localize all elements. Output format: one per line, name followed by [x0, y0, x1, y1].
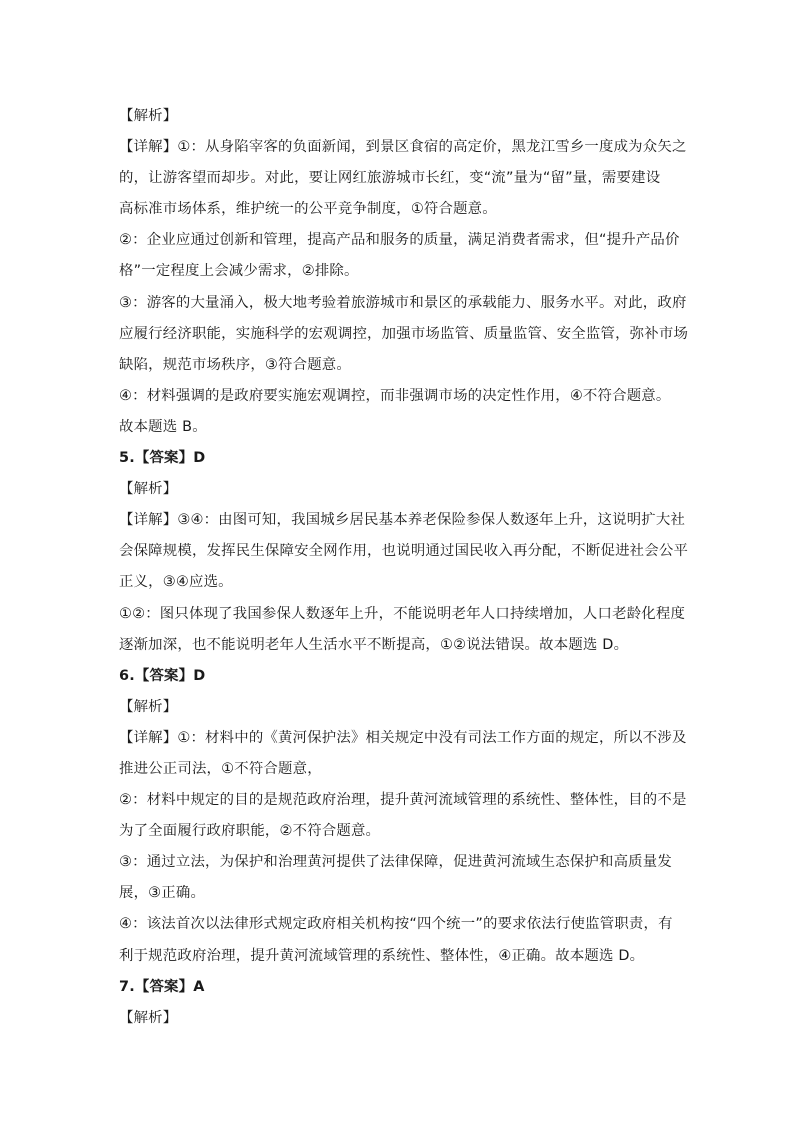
analysis-label: 【解析】 — [119, 1009, 178, 1026]
text-line: 展，③正确。 — [119, 885, 206, 902]
analysis-label: 【解析】 — [119, 698, 178, 715]
explanation-paragraph — [119, 785, 687, 847]
text-line: ②：企业应通过创新和管理，提高产品和服务的质量，满足消费者需求，但“提升产品价 — [119, 232, 680, 249]
text-line: 格”一定程度上会减少需求，②排除。 — [119, 263, 359, 280]
text-line: 利于规范政府治理，提升黄河流域管理的系统性、整体性，④正确。故本题选 D。 — [119, 947, 645, 964]
explanation-paragraph — [119, 599, 686, 661]
text-line: 正义，③④应选。 — [119, 574, 233, 591]
document-body — [119, 101, 689, 1034]
text-line: ②：材料中规定的目的是规范政府治理，提升黄河流域管理的系统性、整体性，目的不是 — [119, 792, 687, 809]
text-line: 【详解】①：材料中的《黄河保护法》相关规定中没有司法工作方面的规定，所以不涉及 — [119, 729, 687, 746]
conclusion-line: 故本题选 B。 — [119, 418, 207, 435]
answer-heading: 6.【答案】D — [119, 667, 206, 684]
text-line: 会保障规模，发挥民生保障安全网作用，也说明通过国民收入再分配，不断促进社会公平 — [119, 543, 689, 560]
text-line: ③：通过立法，为保护和治理黄河提供了法律保障，促进黄河流域生态保护和高质量发 — [119, 854, 672, 871]
explanation-paragraph — [119, 909, 677, 971]
explanation-paragraph — [119, 847, 677, 909]
explanation-paragraph — [119, 132, 687, 225]
explanation-paragraph — [119, 288, 689, 381]
text-line: 的，让游客望而却步。对此，要让网红旅游城市长红，变“流”量为“留”量，需要建设 — [119, 170, 661, 187]
explanation-paragraph — [119, 505, 689, 598]
text-line: ③：游客的大量涌入，极大地考验着旅游城市和景区的承载能力、服务水平。对此，政府 — [119, 294, 687, 311]
answer-heading: 7.【答案】A — [119, 978, 205, 995]
explanation-paragraph — [119, 723, 687, 785]
explanation-paragraph — [119, 381, 677, 412]
text-line: ④：材料强调的是政府要实施宏观调控，而非强调市场的决定性作用，④不符合题意。 — [119, 387, 671, 404]
analysis-label: 【解析】 — [119, 481, 178, 498]
answer-heading: 5.【答案】D — [119, 450, 206, 467]
text-line: 应履行经济职能，实施科学的宏观调控，加强市场监管、质量监管、安全监管，弥补市场 — [119, 325, 689, 342]
explanation-paragraph — [119, 225, 680, 287]
text-line: 为了全面履行政府职能，②不符合题意。 — [119, 823, 381, 840]
text-line: 逐渐加深，也不能说明老年人生活水平不断提高，①②说法错误。故本题选 D。 — [119, 636, 629, 653]
text-line: 高标准市场体系，维护统一的公平竞争制度，①符合题意。 — [119, 201, 497, 218]
text-line: ④：该法首次以法律形式规定政府相关机构按“四个统一”的要求依法行使监管职责，有 — [119, 916, 673, 933]
text-line: 【详解】①：从身陷宰客的负面新闻，到景区食宿的高定价，黑龙江雪乡一度成为众矢之 — [119, 139, 687, 156]
analysis-label: 【解析】 — [119, 108, 178, 124]
text-line: 推进公正司法，①不符合题意， — [119, 760, 322, 777]
text-line: ①②：图只体现了我国参保人数逐年上升，不能说明老年人口持续增加，人口老龄化程度 — [119, 605, 686, 622]
text-line: 缺陷，规范市场秩序，③符合题意。 — [119, 356, 351, 373]
text-line: 【详解】③④：由图可知，我国城乡居民基本养老保险参保人数逐年上升，这说明扩大社 — [119, 512, 686, 529]
